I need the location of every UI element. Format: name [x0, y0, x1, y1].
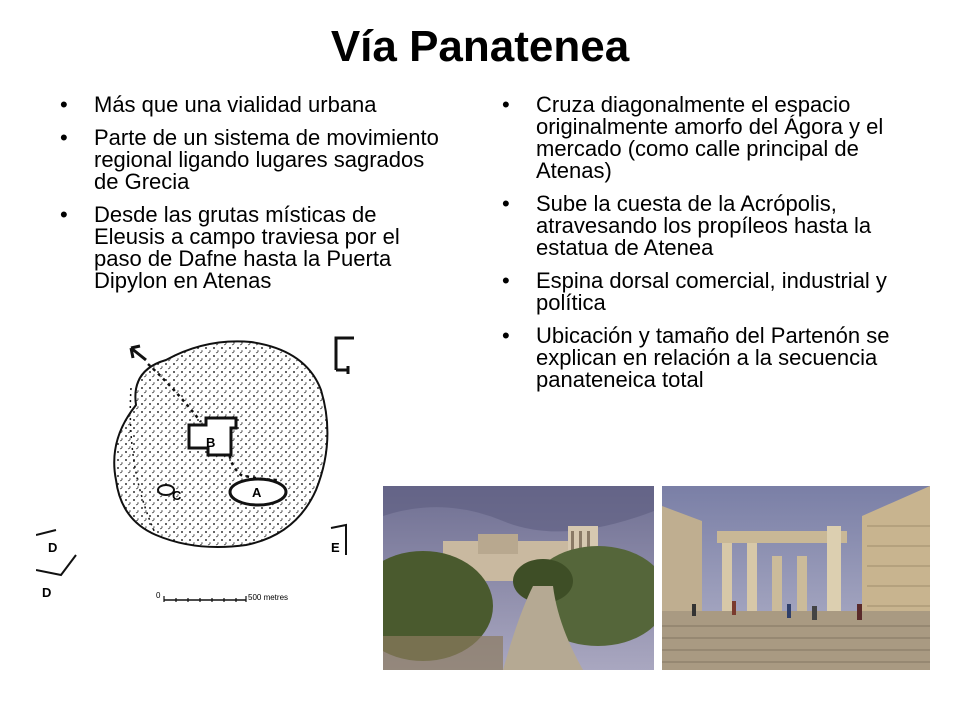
acropolis-map	[36, 330, 366, 610]
bullet-text: Parte de un sistema de movimiento regional ligando lugares sagrados de Grecia	[94, 125, 439, 194]
right-bullet-list	[502, 94, 902, 402]
list-item	[502, 94, 902, 182]
list-item	[502, 193, 902, 259]
bullet-icon: •	[60, 92, 68, 117]
bullet-text: Desde las grutas místicas de Eleusis a campo traviesa por el paso de Dafne hasta la Puerta Dipylon en Atenas	[94, 202, 400, 293]
scale-bar	[156, 591, 288, 602]
north-arrow-icon	[336, 338, 354, 374]
map-label-e: E	[331, 540, 340, 555]
bullet-icon: •	[502, 268, 510, 293]
bullet-text: Cruza diagonalmente el espacio originalmente amorfo del Ágora y el mercado (como calle principal de Atenas)	[536, 92, 884, 183]
bullet-text: Ubicación y tamaño del Partenón se explican en relación a la secuencia panateneica total	[536, 323, 890, 392]
map-label-c: C	[172, 488, 182, 503]
bullet-icon: •	[60, 202, 68, 227]
bullet-icon: •	[502, 191, 510, 216]
direction-arrow-icon	[131, 346, 146, 360]
bullet-icon: •	[60, 125, 68, 150]
map-label-d2: D	[42, 585, 52, 600]
photo-propylaea-steps	[662, 486, 930, 670]
bullet-text: Sube la cuesta de la Acrópolis, atravesando los propíleos hasta la estatua de Atenea	[536, 191, 872, 260]
map-label-d1: D	[48, 540, 58, 555]
left-bullet-list	[60, 94, 445, 303]
list-item	[60, 94, 445, 116]
scale-zero-label: 0	[156, 591, 161, 600]
bullet-icon: •	[502, 92, 510, 117]
map-label-b: B	[206, 435, 216, 450]
list-item	[502, 325, 902, 391]
bullet-icon: •	[502, 323, 510, 348]
list-item	[502, 270, 902, 314]
list-item	[60, 204, 445, 292]
photo-path-to-propylaea	[383, 486, 654, 670]
bullet-text: Espina dorsal comercial, industrial y política	[536, 268, 887, 315]
map-label-a: A	[252, 485, 262, 500]
list-item	[60, 127, 445, 193]
slide-title: Vía Panatenea	[330, 22, 630, 71]
scale-end-label: 500 metres	[248, 593, 289, 602]
bullet-text: Más que una vialidad urbana	[94, 92, 377, 117]
